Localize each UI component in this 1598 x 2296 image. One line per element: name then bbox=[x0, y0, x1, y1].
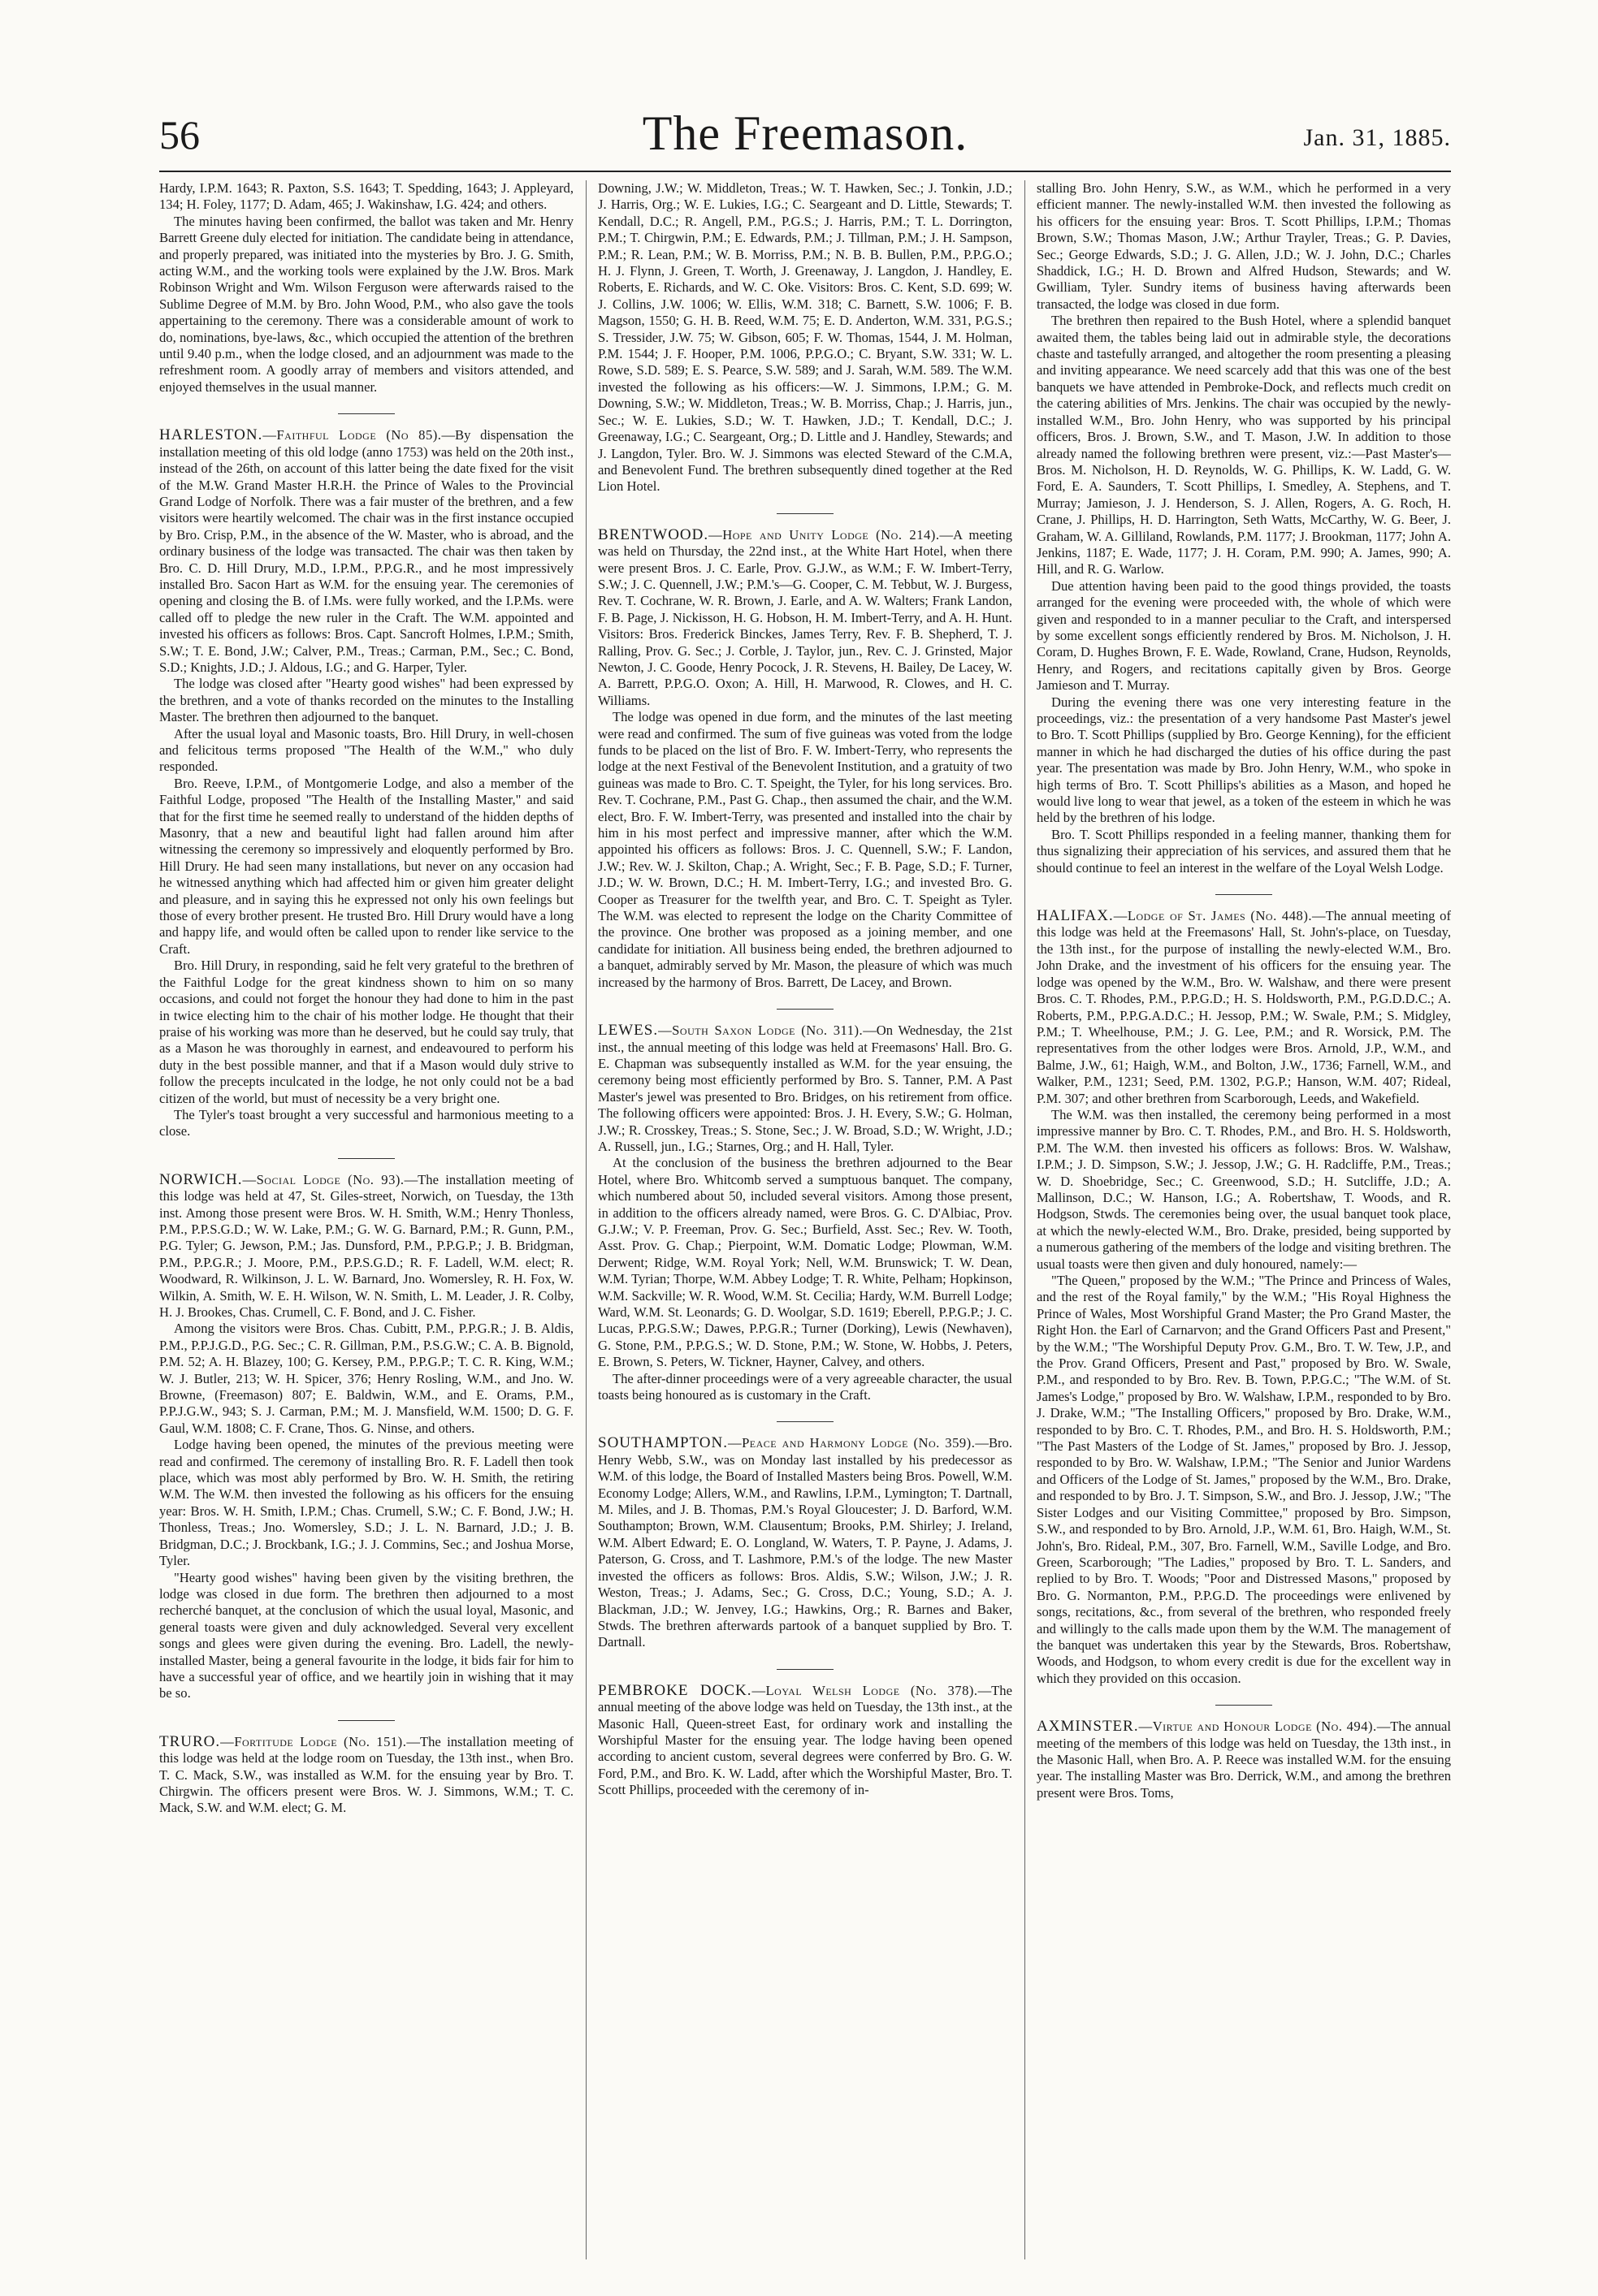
paragraph bbox=[598, 1683, 1012, 1799]
paragraph bbox=[598, 1023, 1012, 1155]
article-southampton bbox=[598, 1435, 1012, 1650]
article-separator bbox=[777, 1421, 834, 1422]
paragraph: Bro. Reeve, I.P.M., of Montgomerie Lodge, and also a member of the Faithful Lodge, proposed "The Health of the Installing Master," and said that for the first time he seemed really to understand of the hidden depths of Masonry, that a new and beautiful light had fallen around him after witnessing the ceremony so impressively and eloquently performed by Bro. Hill Drury. He had seen many installations, but never on any occasion had he witnessed anything which had affected him or given him greater delight and pleasure, and in saying this he expressed not only his own feelings but those of every brother present. He trusted Bro. Hill Drury would have a long and happy life, and would often be called upon to render like service to the Craft. bbox=[159, 775, 574, 957]
page-number: 56 bbox=[159, 112, 200, 158]
column-rule bbox=[586, 180, 587, 2259]
column-1 bbox=[159, 180, 574, 2259]
article-heading-place: TRURO. bbox=[159, 1732, 221, 1750]
article-separator bbox=[338, 413, 395, 414]
paragraph bbox=[159, 427, 574, 676]
continued-article bbox=[1037, 180, 1451, 876]
article-separator bbox=[1215, 894, 1272, 895]
paragraph: The Tyler's toast brought a very successful and harmonious meeting to a close. bbox=[159, 1106, 574, 1139]
paragraph: Lodge having been opened, the minutes of the previous meeting were read and confirmed. The ceremony of installing Bro. R. F. Ladell then took place, which was most ably performed by Bro. W. H. Smith, the retiring W.M. The W.M. then invested the following as his officers for the ensuing year: Bros. W. H. Smith, I.P.M.; Chas. Crumell, S.W.; C. F. Bond, J.W.; H. Thonless, Treas.; Jno. Womersley, S.D.; J. L. N. Barnard, J.D.; J. B. Bridgman, D.C.; J. Brockbank, I.G.; J. J. Commins, Sec.; and Joshua Morse, Tyler. bbox=[159, 1437, 574, 1569]
paragraph: The after-dinner proceedings were of a very agreeable character, the usual toasts being honoured as is customary in the Craft. bbox=[598, 1370, 1012, 1403]
paragraph: "The Queen," proposed by the W.M.; "The Prince and Princess of Wales, and the rest of the Royal family," by the W.M.; "His Royal Highness the Prince of Wales, Most Worshipful Grand Master; the Pro Grand Master, the Right Hon. the Earl of Carnarvon; and the Grand Officers Past and Present," by the W.M.; "The Worshipful Deputy Prov. G.M., Bro. T. W. Tew, J.P., and the Prov. Grand Officers, Present and Past," proposed by Bro. W. Swale, P.M., and responded to by Bro. Rev. B. Town, P.P.G.C.; "The W.M. of St. James's Lodge," proposed by Bro. W. Walshaw, I.P.M., responded to by Bro. J. Drake, W.M.; "The Installing Officers," proposed by Bro. Drake, W.M., responded to by Bro. C. T. Rhodes, P.M., and Bro. H. S. Holdsworth, P.M.; "The Past Masters of the Lodge of St. James," proposed by Bro. J. Jessop, responded to by Bro. W. Walshaw, I.P.M.; "The Senior and Junior Wardens and Officers of the Lodge of St. James," proposed by the W.M., Bro. Drake, and responded to by Bro. J. T. Simpson, S.W., and Bro. J. Jessop, J.W.; "The Sister Lodges and our Visiting Committee," proposed by Bro. Simpson, S.W., and responded to by Bro. Arnold, J.P., W.M. 61, Bro. Haigh, W.M., St. John's, Bro. Rideal, P.M., 307, Bro. Farnell, W.M., Saville Lodge, and Bro. Green, Scarborough; "The Ladies," proposed by Bro. T. L. Sanders, and replied to by Bro. T. Woods; "Poor and Distressed Masons," proposed by Bro. G. Normanton, P.M., P.P.G.D. The proceedings were enlivened by songs, recitations, &c., from several of the brethren, who responded freely and willingly to the calls made upon them by the W.M. The management of the banquet was undertaken this year by the Stewards, Bros. Robertshaw, Woods, and Hodgson, to whom every credit is due for the excellent way in which they provided on this occasion. bbox=[1037, 1273, 1451, 1686]
paragraph: The lodge was opened in due form, and the minutes of the last meeting were read and confirmed. The sum of five guineas was voted from the lodge funds to be placed on the list of Bro. F. W. Imbert-Terry, who represents the lodge at the next Festival of the Benevolent Institution, and a gratuity of two guineas was made to Bro. C. T. Speight, the Tyler, for his long services. Bro. Rev. T. Cochrane, P.M., Past G. Chap., then assumed the chair, and the W.M. elect, Bro. F. W. Imbert-Terry, was presented and installed into the chair by him in his most perfect and impressive manner, after which the W.M. appointed his officers as follows: Bros. J. C. Quennell, S.W.; F. Landon, J.W.; Rev. W. J. Skilton, Chap.; A. Wright, Sec.; F. B. Page, S.D.; F. Turner, J.D.; W. W. Brown, D.C.; H. M. Imbert-Terry, I.G.; and invested Bro. G. Cooper as Treasurer for the twelfth year, and Bro. C. T. Speight as Tyler. The W.M. was elected to represent the lodge on the Charity Committee of the province. One brother was proposed as a joining member, and one candidate for initiation. All business being ended, the brethren adjourned to a banquet, admirably served by Mr. Mason, the pleasure of which was much increased by the harmony of Bros. Barrett, De Lacey, and Brown. bbox=[598, 709, 1012, 990]
paragraph: Bro. T. Scott Phillips responded in a feeling manner, thanking them for thus signalizing their appreciation of his services, and assured them that he should continue to feel an interest in the welfare of the Loyal Welsh Lodge. bbox=[1037, 826, 1451, 876]
paragraph bbox=[598, 1435, 1012, 1650]
article-axminster bbox=[1037, 1719, 1451, 1801]
paragraph: Hardy, I.P.M. 1643; R. Paxton, S.S. 1643; T. Spedding, 1643; J. Appleyard, 134; H. Foley, 1177; D. Adam, 465; J. Wakinshaw, I.G. 424; and others. bbox=[159, 180, 574, 213]
paragraph-text: —The annual meeting of the above lodge was held on Tuesday, the 13th inst., at the Masonic Hall, Queen-street East, for ordinary work and installing the Worshipful Master for the ensuing year. The lodge having been opened according to ancient custom, several degrees were conferred by Bro. G. W. Ford, P.M., and Bro. K. W. Ladd, after which the Worshipful Master, Bro. T. Scott Phillips, proceeded with the ceremony of in- bbox=[598, 1682, 1012, 1798]
article-heading-lodge: —Faithful Lodge (No 85). bbox=[262, 427, 442, 443]
article-separator bbox=[777, 1009, 834, 1010]
article-heading-place: HALIFAX. bbox=[1037, 907, 1114, 925]
paragraph: During the evening there was one very interesting feature in the proceedings, viz.: the presentation of a very handsome Past Master's jewel to Bro. T. Scott Phillips (supplied by Bro. George Kenning), for the efficient manner in which he had discharged the duties of his office during the past year. The presentation was made by Bro. John Henry, W.M., who spoke in high terms of Bro. T. Scott Phillips's abilities as a Mason, and hoped he would live long to wear that jewel, as a token of the esteem in which he was held by the brethren of his lodge. bbox=[1037, 694, 1451, 826]
paragraph-text: —The annual meeting of the members of this lodge was held on Tuesday, the 13th inst., in the Masonic Hall, when Bro. A. P. Reece was installed W.M. for the ensuing year. The installing Master was Bro. Derrick, W.M., and among the brethren present were Bros. Toms, bbox=[1037, 1719, 1451, 1801]
continued-article bbox=[159, 180, 574, 396]
article-heading-lodge: —Social Lodge (No. 93). bbox=[242, 1171, 405, 1187]
article-heading-place: BRENTWOOD. bbox=[598, 525, 709, 543]
paragraph: The W.M. was then installed, the ceremony being performed in a most impressive manner by Bro. C. T. Rhodes, P.M., and Bro. H. S. Holdsworth, P.M. The W.M. then invested his officers as follows: Bros. W. Walshaw, I.P.M.; J. D. Simpson, S.W.; J. Jessop, J.W.; G. H. Radcliffe, P.M., Treas.; W. D. Shoebridge, Sec.; C. Greenwood, S.D.; H. Sutcliffe, J.D.; A. Mallinson, D.C.; W. Hanson, I.G.; A. Robertshaw, T. Woods, and R. Hodgson, Stwds. The ceremonies being over, the usual banquet took place, at which the newly-elected W.M., Bro. Drake, presided, being supported by a numerous gathering of the members of the lodge and visiting brethren. The usual toasts were then given and duly honoured, namely:— bbox=[1037, 1106, 1451, 1272]
article-lewes bbox=[598, 1023, 1012, 1403]
article-separator bbox=[338, 1158, 395, 1159]
paragraph: Downing, J.W.; W. Middleton, Treas.; W. T. Hawken, Sec.; J. Tonkin, J.D.; J. Harris, Org.; W. E. Lukies, I.G.; C. Seargeant and D. Little, Stewards; T. Kendall, D.C.; R. Angell, P.M., P.G.S.; J. Harris, P.M.; T. L. Dorrington, P.M.; T. Chirgwin, P.M.; E. Edwards, P.M.; J. Tillman, P.M.; J. H. Sampson, P.M.; R. Lean, P.M.; W. B. Morriss, P.M.; N. B. B. Bullen, P.M., P.P.G.O.; H. J. Flynn, J. Green, T. Worth, J. Greenaway, J. Langdon, J. Handley, E. Roberts, E. Richards, and W. C. Oke. Visitors: Bros. C. Kent, S.D. 699; W. J. Collins, J.W. 1006; W. Ellis, W.M. 318; C. Barnett, S.W. 1006; F. B. Magson, 1550; G. H. B. Reed, W.M. 75; E. D. Anderton, W.M. 331, P.G.S.; S. Tressider, J.W. 75; W. Gibson, 605; F. W. Thomas, 1544, J. M. Holman, P.M. 1544; J. F. Hooper, P.M. 1006, P.P.G.O.; C. Bryant, S.W. 331; W. L. Rowe, S.D. 589; E. S. Pearce, S.W. 589; and J. Sarah, W.M. 589. The W.M. invested the following as his officers:—W. J. Simmons, I.P.M.; G. M. Downing, S.W.; W. Middleton, Treas.; W. B. Morriss, Chap.; J. Harris, jun., Sec.; W. E. Lukies, S.D.; W. T. Hawken, J.D.; T. Kendall, D.C.; J. Greenaway, I.G.; C. Seargeant, Org.; D. Little and J. Handley, Stewards; and J. Langdon, Tyler. Bro. W. J. Simmons was elected Steward of the C.M.A, and Benevolent Fund. The brethren subsequently dined together at the Red Lion Hotel. bbox=[598, 180, 1012, 495]
paragraph-text: —A meeting was held on Thursday, the 22nd inst., at the White Hart Hotel, when there were present Bros. J. C. Earle, Prov. G.J.W., as W.M.; F. W. Imbert-Terry, S.W.; J. C. Quennell, J.W.; P.M.'s—G. Cooper, C. M. Tebbut, W. J. Burgess, Rev. T. Cochrane, W. R. Brown, J. Earle, and A. W. Walters; Frank Landon, F. B. Page, J. Nickisson, H. G. Hobson, H. M. Imbert-Terry, and A. H. Hunt. Visitors: Bros. Frederick Binckes, James Terry, Rev. F. B. Shepherd, T. J. Ralling, Prov. G. Sec.; J. Corble, J. Taylor, jun., Rev. C. J. Grinsted, Major Newton, J. C. Goode, Henry Pocock, J. R. Stevens, H. Bailey, De Lacey, W. A. Barrett, P.P.G.O. Oxon; A. Hill, H. Marwood, R. Clowes, and H. C. Williams. bbox=[598, 526, 1012, 708]
article-separator bbox=[1215, 1705, 1272, 1706]
article-heading-place: SOUTHAMPTON. bbox=[598, 1434, 728, 1452]
paragraph-text: —By dispensation the installation meeting of this old lodge (anno 1753) was held on the 20th inst., instead of the 26th, on account of this latter being the date fixed for the visit of the M.W. Grand Master H.R.H. the Prince of Wales to the Provincial Grand Lodge of Norfolk. There was a fair muster of the brethren, and a few visitors were heartily welcomed. The chair was in the first instance occupied by Bro. Crisp, P.M., in the absence of the W. Master, who is abroad, and the ordinary business of the lodge was transacted. The chair was then taken by Bro. C. D. Hill Drury, M.D., I.P.M., P.P.G.R., and he most impressively installed Bro. Sacon Hart as W.M. for the ensuing year. The ceremonies of opening and closing the B. of I.Ms. were fully worked, and the I.P.Ms. were called off to pledge the new ruler in the Craft. The W.M. appointed and invested his officers as follows: Bros. Capt. Sancroft Holmes, I.P.M.; Smith, S.W.; T. E. Bond, J.W.; Calver, P.M., Treas.; Carman, P.M., Sec.; C. Bond, S.D.; Knights, J.D.; J. Aldous, I.G.; and G. Harper, Tyler. bbox=[159, 427, 574, 675]
paragraph-text: —Bro. Henry Webb, S.W., was on Monday last installed by his predecessor as W.M. of this lodge, the Board of Installed Masters being Bros. Powell, W.M. Economy Lodge; Allers, W.M., and Rawlins, I.P.M., Lymington; T. Dartnall, M. Miles, and J. B. Thomas, P.M.'s Royal Gloucester; J. D. Barford, W.M. Southampton; Brown, W.M. Clausentum; Brooks, P.M. Shirley; J. Ireland, W.M. Albert Edward; E. O. Longland, W. Waters, T. P. Payne, J. Adams, J. Paterson, G. Cross, and T. Lashmore, P.M.'s of the lodge. The new Master invested the officers as follows: Bros. Aldis, S.W.; Wilson, J.W.; J. R. Weston, Treas.; J. Adams, Sec.; G. Cross, D.C.; Young, S.D.; A. J. Blackman, J.D.; W. Jenvey, I.G.; Hawkins, Org.; R. Barnes and Baker, Stwds. The brethren afterwards partook of a banquet supplied by Bro. T. Dartnall. bbox=[598, 1435, 1012, 1650]
paragraph: Due attention having been paid to the good things provided, the toasts arranged for the evening were proceeded with, the whole of which were given and responded to in a manner peculiar to the Craft, and interspersed by some excellent songs efficiently rendered by Bros. M. Nicholson, J. H. Coram, D. Hughes Brown, F. E. Wade, Rowland, Crane, Hudson, Reynolds, Henry, and Rogers, and recitations capitally given by Bros. George Jamieson and T. Murray. bbox=[1037, 577, 1451, 694]
paragraph bbox=[159, 1734, 574, 1817]
paragraph: Among the visitors were Bros. Chas. Cubitt, P.M., P.P.G.R.; J. B. Aldis, P.M., P.P.J.G.D., P.G. Sec.; C. R. Gillman, P.M., P.S.G.W.; C. A. B. Bignold, P.M. 52; A. H. Blazey, 100; G. Kersey, P.M., P.P.G.P.; T. C. R. King, W.M.; W. J. Butler, 213; W. H. Spicer, 376; Henry Rosling, W.M., and Jno. W. Browne, (Freemason) 807; E. Baldwin, W.M., and E. Orams, P.M., P.P.J.G.W., 943; S. J. Carman, P.M.; M. J. Mansfield, W.M. 1500; D. G. F. Gaul, W.M. 1808; C. F. Crane, Thos. G. Ninse, and others. bbox=[159, 1321, 574, 1436]
article-heading-lodge: —South Saxon Lodge (No. 311). bbox=[658, 1023, 864, 1039]
columns bbox=[159, 180, 1451, 2259]
paragraph: stalling Bro. John Henry, S.W., as W.M., which he performed in a very efficient manner. The newly-installed W.M. then invested the following as his officers for the ensuing year: Bros. T. Scott Phillips, I.P.M.; Thomas Brown, S.W.; Thomas Mason, J.W.; Arthur Trayler, Treas.; G. P. Davies, Sec.; George Edwards, S.D.; J. G. Allen, J.D.; W. J. John, D.C.; Charles Shaddick, I.G.; H. D. Brown and Alfred Hudson, Stewards; and W. Gwilliam, Tyler. Sundry items of business having afterwards been transacted, the lodge was closed in due form. bbox=[1037, 180, 1451, 312]
paragraph bbox=[598, 527, 1012, 709]
article-separator bbox=[777, 513, 834, 514]
newspaper-title: The Freemason. bbox=[642, 106, 968, 160]
article-heading-place: HARLESTON. bbox=[159, 426, 263, 444]
paragraph: "Hearty good wishes" having been given by the visiting brethren, the lodge was closed in due form. The brethren then adjourned to a most recherché banquet, at the conclusion of which the usual loyal, Masonic, and general toasts were given and duly acknowledged. Several very excellent songs and glees were given during the evening. Bro. Ladell, the newly-installed Master, being a general favourite in the lodge, it bids fair for him to have a successful year of office, and we heartily join in wishing that it may be so. bbox=[159, 1569, 574, 1701]
article-halifax bbox=[1037, 908, 1451, 1687]
article-heading-lodge: —Hope and Unity Lodge (No. 214). bbox=[708, 526, 940, 543]
paragraph-text: —The annual meeting of this lodge was held at the Freemasons' Hall, St. John's-place, on Tuesday, the 13th inst., for the purpose of installing the newly-elected W.M., Bro. John Drake, and the investment of his officers for the ensuing year. The lodge was opened by the W.M., Bro. W. Walshaw, and there were present Bros. C. T. Rhodes, P.M., P.P.G.D.; H. S. Holdsworth, P.M., P.G.D.D.C.; A. Roberts, P.M., P.P.G.A.D.C.; H. Jessop, P.M.; W. Swale, P.M.; S. Midgley, P.M.; T. Wheelhouse, P.M.; J. G. Lee, P.M.; and R. Worsick, P.M. The representatives from the other lodges were Bros. Arnold, J.P., W.M., and Balme, J.W., 61; Haigh, W.M., and Bolton, J.W., 1736; Farnell, W.M., and Walker, P.M., 1231; Seed, P.M. 1302, P.G.P.; Hanson, W.M. 407; Rideal, P.M. 307; and other brethren from Scarborough, Leeds, and Wakefield. bbox=[1037, 908, 1451, 1106]
article-separator bbox=[777, 1669, 834, 1670]
article-heading-lodge: —Fortitude Lodge (No. 151). bbox=[220, 1733, 407, 1749]
paragraph: After the usual loyal and Masonic toasts, Bro. Hill Drury, in well-chosen and felicitous terms proposed "The Health of the W.M.," who duly responded. bbox=[159, 725, 574, 775]
paragraph: The minutes having been confirmed, the ballot was taken and Mr. Henry Barrett Greene duly elected for initiation. The candidate being in attendance, and properly prepared, was initiated into the mysteries by Bro. J. G. Smith, acting W.M., and the working tools were explained by the J.W. Bros. Mark Robinson Wright and Wm. Wilson Ferguson were afterwards raised to the Sublime Degree of M.M. by Bro. John Wood, P.M., who also gave the tools appertaining to the ceremony. There was a considerable amount of work to do, nominations, bye-laws, &c., which occupied the attention of the brethren until 9.40 p.m., when the lodge closed, and an adjournment was made to the refreshment room. A goodly array of members and visitors attended, and enjoyed themselves in the usual manner. bbox=[159, 213, 574, 395]
paragraph: At the conclusion of the business the brethren adjourned to the Bear Hotel, where Bro. Whitcomb served a sumptuous banquet. The company, which numbered about 50, included several visitors. Among those present, in addition to the officers already named, were Bros. G. C. D'Albiac, Prov. G.J.W.; V. P. Freeman, Prov. G. Sec.; Burfield, Asst. Sec.; Rev. W. Tooth, Asst. Prov. G. Chap.; Pierpoint, W.M. Domatic Lodge; Plowman, W.M. Derwent; Ridge, W.M. Royal York; Nell, W.M. Brunswick; T. W. Dean, W.M. Tyrian; Thorpe, W.M. Abbey Lodge; T. R. White, Pelham; Hopkinson, W.M. Sackville; W. R. Wood, W.M. St. Cecilia; Hardy, W.M. Burrell Lodge; Ward, W.M. St. Leonards; G. D. Woolgar, S.D. 1619; Eberell, P.P.G.P.; J. C. Lucas, P.P.G.S.W.; Dawes, P.P.G.R.; Turner (Dorking), Lewis (Newhaven), G. Stone, P.M., P.P.G.S.; W. D. Stone, P.M.; W. Stone, W. Hobbs, J. Peters, E. Brown, S. Peters, W. Tickner, Hayner, Calvey, and others. bbox=[598, 1155, 1012, 1370]
article-truro bbox=[159, 1734, 574, 1817]
paragraph-text: —The installation meeting of this lodge was held at 47, St. Giles-street, Norwich, on Tuesday, the 13th inst. Among those present were Bros. W. H. Smith, W.M.; Henry Thonless, P.M., P.P.S.G.D.; W. W. Lake, P.M.; G. W. G. Barnard, P.M.; R. Gunn, P.M., P.G. Tyler; G. Jewson, P.M.; Jas. Dunsford, P.M., P.P.G.P.; J. B. Bridgman, P.M., P.P.G.R.; J. Moore, P.M., P.P.S.G.D.; R. F. Ladell, W.M. elect; R. Woodward, R. Wilkinson, J. L. W. Barnard, Jno. Womersley, R. H. Fox, W. Wilkin, A. Smith, W. E. H. Wilson, W. N. Smith, L. M. Leader, J. R. Colby, H. J. Brookes, Chas. Crumell, C. F. Bond, and J. C. Fisher. bbox=[159, 1171, 574, 1320]
article-heading-place: LEWES. bbox=[598, 1022, 659, 1040]
masthead bbox=[159, 104, 1451, 169]
paragraph: Bro. Hill Drury, in responding, said he felt very grateful to the brethren of the Faithful Lodge for the great kindness shown to him on so many occasions, and could not forget the honour they had done to him in the past in twice electing him to the chair of his mother lodge. He thought that their praise of his working was more than he deserved, but he could say truly, that as a Mason he was thoroughly in earnest, and endeavoured to perform his duty in the best possible manner, and that if a Mason would duly strive to follow the precepts inculcated in the lodge, he not only could not be a bad citizen of the world, but must of necessity be a very bright one. bbox=[159, 958, 574, 1106]
column-rule bbox=[1024, 180, 1025, 2259]
paragraph-text: —On Wednesday, the 21st inst., the annual meeting of this lodge was held at Freemasons' Hall. Bro. G. E. Chapman was subsequently installed as W.M. for the year ensuing, the ceremony being most efficiently performed by Bro. S. Tanner, P.M. A Past Master's jewel was presented to Bro. Bridges, on his retirement from office. The following officers were appointed: Bros. J. H. Every, S.W.; G. Holman, J.W.; R. Crosskey, Treas.; S. Stone, Sec.; J. W. Broad, S.D.; W. Wright, J.D.; A. Russell, jun., I.G.; Starnes, Org.; and H. Hall, Tyler. bbox=[598, 1023, 1012, 1154]
article-heading-lodge: —Virtue and Honour Lodge (No. 494). bbox=[1138, 1719, 1377, 1735]
article-harleston bbox=[159, 427, 574, 1139]
continued-article bbox=[598, 180, 1012, 495]
article-pembroke-dock bbox=[598, 1683, 1012, 1799]
paragraph: The lodge was closed after "Hearty good wishes" had been expressed by the brethren, and a vote of thanks recorded on the minutes to the Installing Master. The brethren then adjourned to the banquet. bbox=[159, 676, 574, 725]
article-separator bbox=[338, 1720, 395, 1721]
masthead-rule bbox=[159, 171, 1451, 172]
article-heading-place: NORWICH. bbox=[159, 1170, 243, 1188]
issue-date: Jan. 31, 1885. bbox=[1303, 124, 1451, 151]
article-heading-lodge: —Lodge of St. James (No. 448). bbox=[1113, 908, 1313, 924]
paragraph-text: —The installation meeting of this lodge was held at the lodge room on Tuesday, the 13th inst., when Bro. T. C. Mack, S.W., was installed as W.M. for the ensuing year by Bro. T. Chirgwin. The officers present were Bros. W. J. Simmons, W.M.; T. C. Mack, S.W. and W.M. elect; G. M. bbox=[159, 1733, 574, 1816]
paragraph bbox=[1037, 1719, 1451, 1801]
paragraph bbox=[159, 1172, 574, 1321]
article-heading-lodge: —Peace and Harmony Lodge (No. 359). bbox=[727, 1435, 976, 1451]
column-2 bbox=[598, 180, 1012, 2259]
article-brentwood bbox=[598, 527, 1012, 991]
paragraph: The brethren then repaired to the Bush Hotel, where a splendid banquet awaited them, the tables being laid out in admirable style, the decorations chaste and tastefully arranged, and altogether the room presenting a pleasing and inviting appearance. We need scarcely add that this was one of the best banquets we have attended in Pembroke-Dock, and reflects much credit on the catering abilities of Mrs. Jenkins. The chair was occupied by the newly-installed W.M., Bro. John Henry, who was supported by his principal officers, Bros. J. Brown, S.W., and T. Mason, J.W. In addition to those already named the following brethren were present, viz.:—Past Master's—Bros. M. Nicholson, H. D. Reynolds, W. G. Phillips, K. W. Ladd, G. W. Ford, E. A. Saunders, T. Scott Phillips, I. Smedley, A. Stephens, and T. Murray; Jamieson, J. J. Henderson, S. J. Allen, Rogers, A. G. Roch, H. Crane, J. Phillips, H. D. Harrington, Seth Watts, McCarthy, W. G. Beer, J. Graham, W. A. Gilliland, Rowlands, P.M. 1177; J. Brookman, 1177; John A. Jenkins, 1187; E. Wade, 1177; J. H. Coram, P.M. 990; A. James, 990; A. Hill, and R. G. Warlow. bbox=[1037, 313, 1451, 577]
article-heading-lodge: —Loyal Welsh Lodge (No. 378). bbox=[751, 1682, 978, 1698]
column-3 bbox=[1037, 180, 1451, 2259]
article-norwich bbox=[159, 1172, 574, 1702]
article-heading-place: PEMBROKE DOCK. bbox=[598, 1681, 752, 1699]
article-heading-place: AXMINSTER. bbox=[1037, 1718, 1139, 1736]
paragraph bbox=[1037, 908, 1451, 1107]
